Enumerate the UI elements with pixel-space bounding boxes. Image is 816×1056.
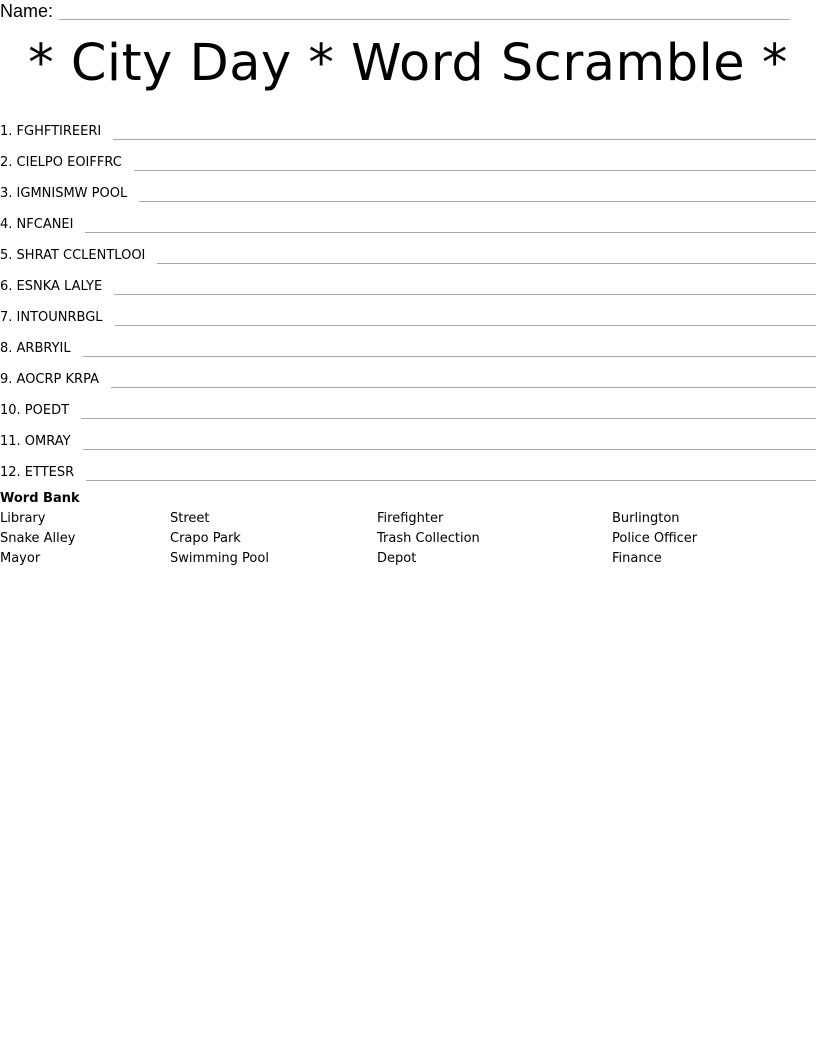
question-row xyxy=(0,328,816,359)
word-bank-item: Firefighter xyxy=(377,511,444,526)
word-bank-row xyxy=(0,511,816,531)
word-bank-item: Mayor xyxy=(0,551,41,566)
word-bank-title: Word Bank xyxy=(0,491,80,506)
word-bank-item: Crapo Park xyxy=(170,531,241,546)
scrambled-word: 9. AOCRP KRPA xyxy=(0,372,99,387)
answer-line[interactable] xyxy=(139,191,816,202)
word-bank-item: Finance xyxy=(612,551,662,566)
scrambled-word: 12. ETTESR xyxy=(0,465,75,480)
answer-line[interactable] xyxy=(134,160,816,171)
scrambled-word: 10. POEDT xyxy=(0,403,70,418)
page-title: * City Day * Word Scramble * xyxy=(28,34,788,93)
question-row xyxy=(0,297,816,328)
scrambled-word: 2. CIELPO EOIFFRC xyxy=(0,155,122,170)
scrambled-word: 4. NFCANEI xyxy=(0,217,74,232)
scrambled-word: 7. INTOUNRBGL xyxy=(0,310,103,325)
name-label: Name: xyxy=(0,1,54,21)
scrambled-word: 1. FGHFTIREERI xyxy=(0,124,102,139)
name-answer-line[interactable] xyxy=(59,4,790,20)
word-bank-item: Depot xyxy=(377,551,417,566)
question-row xyxy=(0,359,816,390)
question-row xyxy=(0,235,816,266)
question-row xyxy=(0,111,816,142)
scrambled-word: 8. ARBRYIL xyxy=(0,341,71,356)
word-bank-item: Swimming Pool xyxy=(170,551,269,566)
word-bank-item: Police Officer xyxy=(612,531,698,546)
name-field-row xyxy=(0,0,790,22)
scrambled-word: 11. OMRAY xyxy=(0,434,71,449)
question-row xyxy=(0,452,816,483)
scrambled-word: 3. IGMNISMW POOL xyxy=(0,186,128,201)
answer-line[interactable] xyxy=(83,346,816,357)
question-row xyxy=(0,390,816,421)
scrambled-word: 5. SHRAT CCLENTLOOI xyxy=(0,248,146,263)
question-row xyxy=(0,204,816,235)
word-bank-item: Burlington xyxy=(612,511,680,526)
question-row xyxy=(0,173,816,204)
word-bank-item: Snake Alley xyxy=(0,531,76,546)
word-bank-item: Trash Collection xyxy=(377,531,480,546)
answer-line[interactable] xyxy=(83,439,816,450)
answer-line[interactable] xyxy=(85,222,816,233)
word-bank-row xyxy=(0,551,816,571)
word-bank-row xyxy=(0,531,816,551)
question-row xyxy=(0,142,816,173)
scramble-question-list xyxy=(0,111,816,483)
answer-line[interactable] xyxy=(114,284,816,295)
question-row xyxy=(0,266,816,297)
answer-line[interactable] xyxy=(81,408,816,419)
answer-line[interactable] xyxy=(111,377,816,388)
answer-line[interactable] xyxy=(86,470,816,481)
word-bank-item: Library xyxy=(0,511,46,526)
word-bank-item: Street xyxy=(170,511,210,526)
answer-line[interactable] xyxy=(157,253,816,264)
scrambled-word: 6. ESNKA LALYE xyxy=(0,279,103,294)
answer-line[interactable] xyxy=(113,129,816,140)
question-row xyxy=(0,421,816,452)
answer-line[interactable] xyxy=(115,315,816,326)
word-bank xyxy=(0,511,816,571)
